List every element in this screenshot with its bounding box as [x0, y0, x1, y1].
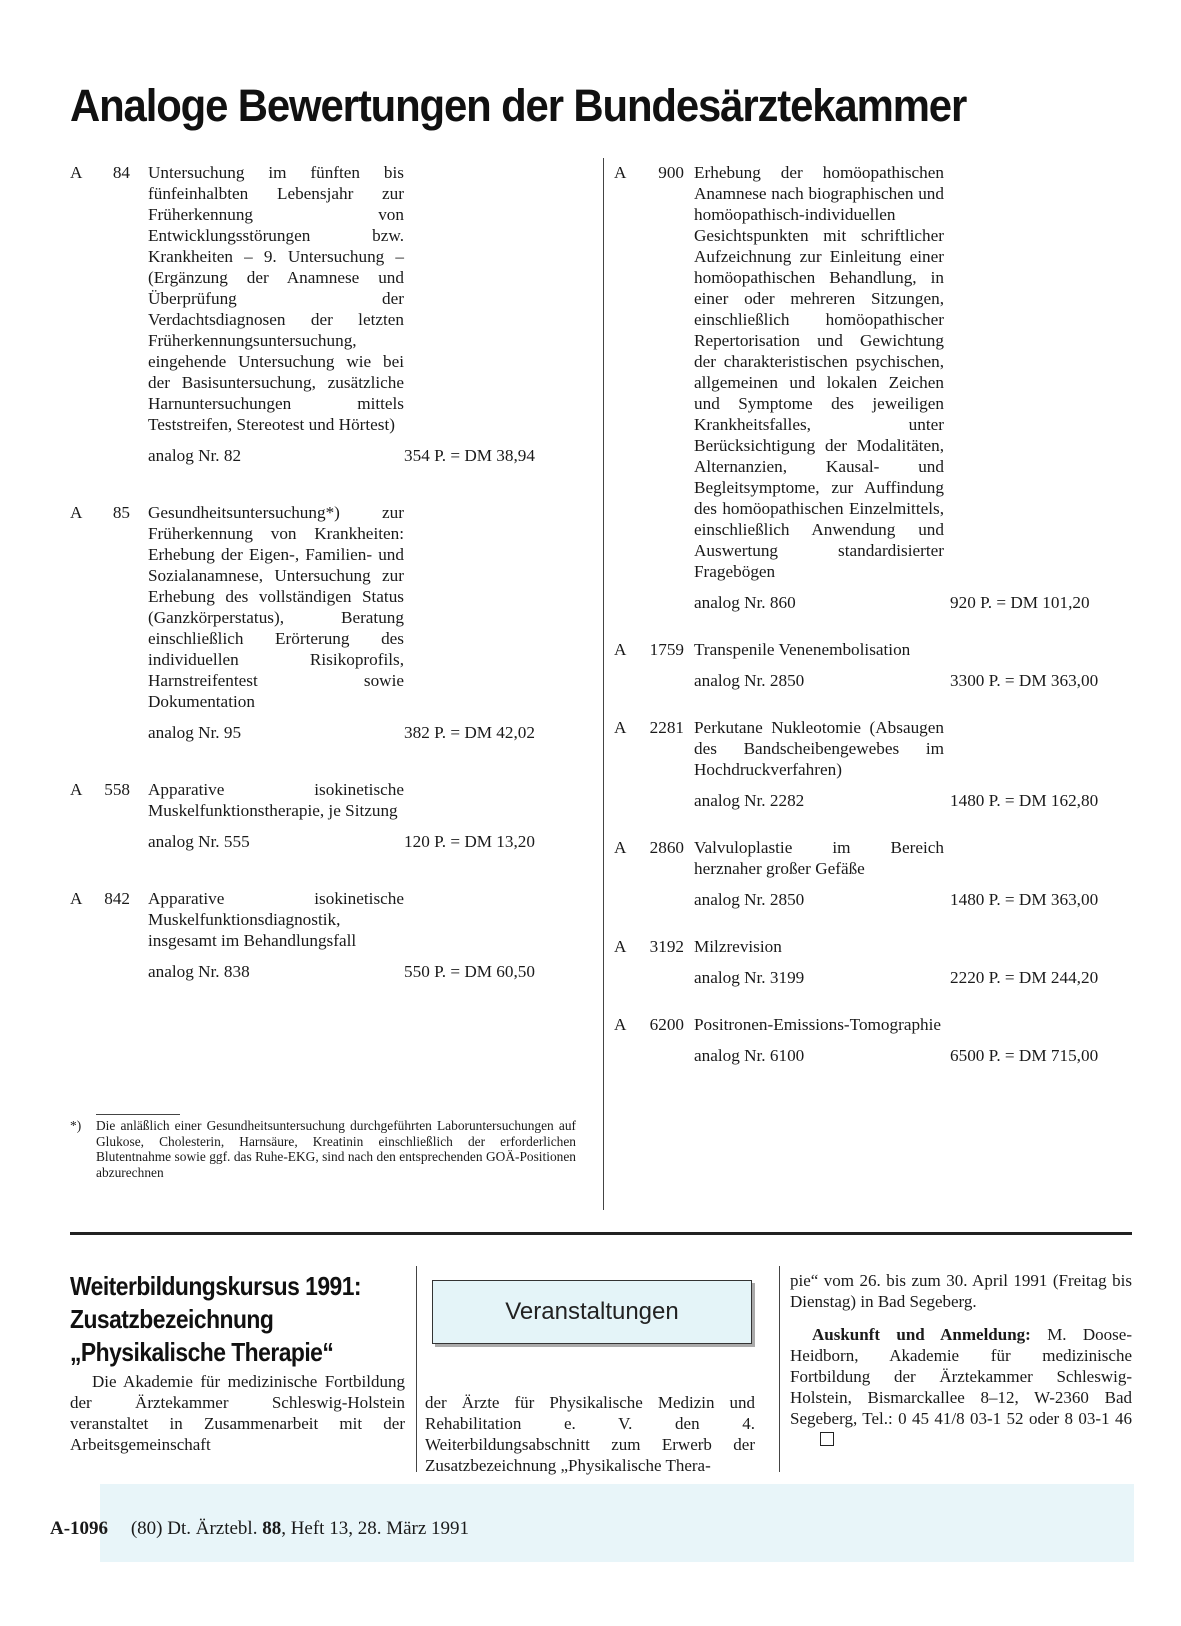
course-text-2: der Ärzte für Physikalische Medizin und Rehabilitation e. V. den 4. Weiterbildungsabschnitt zum Erwerb der Zusatzbezeichnung „Physikalische Thera-	[425, 1393, 755, 1475]
points-value: 1480 P. = DM 363,00	[950, 890, 1099, 909]
entry-number: 6200	[649, 1015, 684, 1034]
entry-description: Apparative isokinetische Muskelfunktionsdiagnostik, insgesamt im Behandlungsfall	[148, 889, 404, 950]
entry-prefix: A	[614, 718, 627, 737]
analog-ref: analog Nr. 2282	[694, 791, 805, 810]
page-title: Analoge Bewertungen der Bundesärztekammer	[70, 80, 967, 131]
analog-ref: analog Nr. 860	[694, 593, 796, 612]
course-column-2	[425, 1392, 755, 1476]
course-title-line: „Physikalische Therapie“	[70, 1337, 334, 1367]
entry-description: Gesundheitsuntersuchung*) zur Früherkennung von Krankheiten: Erhebung der Eigen-, Familien- und Sozialanamnese, Untersuchung zur Erhebung des vollständigen Status (Ganzkörperstatus), Beratung einschließlich Erörterung des individuellen Risikoprofils, Harnstreifentest sowie Dokumentation	[148, 503, 404, 711]
volume-number: 88	[262, 1518, 282, 1539]
page-footer	[50, 1518, 469, 1540]
entry-prefix: A	[70, 889, 83, 908]
entry-prefix: A	[614, 1015, 627, 1034]
left-column	[70, 162, 590, 982]
entry-description: Milzrevision	[694, 937, 782, 956]
course-title	[70, 1270, 404, 1369]
analog-ref: analog Nr. 6100	[694, 1046, 805, 1065]
points-value: 550 P. = DM 60,50	[404, 962, 535, 981]
entry-number: 85	[112, 503, 130, 522]
entry-pricing	[694, 592, 1132, 613]
course-text-1: Die Akademie für medizinische Fortbildung der Ärztekammer Schleswig-Holstein veranstaltet in Zusammenarbeit mit der Arbeitsgemeinschaft	[70, 1372, 405, 1454]
entry-pricing	[694, 1045, 1132, 1066]
entry-pricing	[148, 831, 590, 852]
entry-a1759	[614, 639, 1132, 660]
footnote-rule	[96, 1114, 180, 1115]
entry-description: Transpenile Venenembolisation	[694, 640, 911, 659]
entry-a85	[70, 502, 590, 712]
column-divider	[779, 1266, 780, 1472]
entry-description: Apparative isokinetische Muskelfunktionstherapie, je Sitzung	[148, 780, 404, 820]
analog-ref: analog Nr. 838	[148, 962, 250, 981]
entry-number: 842	[104, 889, 130, 908]
entry-number: 558	[104, 780, 130, 799]
entry-number: 3192	[649, 937, 684, 956]
footnote	[70, 1118, 590, 1180]
analog-ref: analog Nr. 2850	[694, 890, 805, 909]
points-value: 920 P. = DM 101,20	[950, 593, 1090, 612]
entry-number: 2281	[649, 718, 684, 737]
events-label: Veranstaltungen	[505, 1298, 679, 1325]
points-value: 2220 P. = DM 244,20	[950, 968, 1099, 987]
entry-description: Valvuloplastie im Bereich herznaher großer Gefäße	[694, 838, 944, 878]
entry-pricing	[148, 445, 590, 466]
entry-prefix: A	[70, 780, 83, 799]
course-title-line: Weiterbildungskursus 1991:	[70, 1271, 362, 1301]
entry-number: 900	[658, 163, 684, 182]
course-contact	[790, 1324, 1132, 1450]
entry-a6200	[614, 1014, 1132, 1035]
entry-prefix: A	[614, 640, 627, 659]
entry-number: 1759	[649, 640, 684, 659]
entry-description: Perkutane Nukleotomie (Absaugen des Bandscheibengewebes im Hochdruckverfahren)	[694, 718, 944, 779]
footnote-mark: *)	[70, 1118, 82, 1133]
analog-ref: analog Nr. 3199	[694, 968, 805, 987]
entry-pricing	[694, 967, 1132, 988]
entry-a84	[70, 162, 590, 435]
issue-suffix: , Heft 13, 28. März 1991	[281, 1518, 470, 1539]
entry-prefix: A	[614, 163, 627, 182]
footnote-text: Die anläßlich einer Gesundheitsuntersuchung durchgeführten Laboruntersuchungen auf Glukose, Cholesterin, Harnsäure, Kreatinin einschließlich der erforderlichen Blutentnahme sowie ggf. das Ruhe-EKG, sind nach den entsprechenden GOÄ-Positionen abzurechnen	[96, 1118, 576, 1180]
page-code: A-1096	[50, 1518, 109, 1539]
column-divider	[603, 158, 604, 1210]
entry-number: 84	[112, 163, 130, 182]
entry-pricing	[694, 889, 1132, 910]
points-value: 6500 P. = DM 715,00	[950, 1046, 1099, 1065]
entry-a3192	[614, 936, 1132, 957]
entry-pricing	[148, 722, 590, 743]
events-label-box	[432, 1280, 752, 1344]
points-value: 354 P. = DM 38,94	[404, 446, 535, 465]
entry-a558	[70, 779, 590, 821]
entry-pricing	[694, 670, 1132, 691]
analog-ref: analog Nr. 95	[148, 723, 242, 742]
entry-a900	[614, 162, 1132, 582]
column-divider	[416, 1266, 417, 1472]
points-value: 1480 P. = DM 162,80	[950, 791, 1099, 810]
entry-pricing	[694, 790, 1132, 811]
course-column-3	[790, 1270, 1132, 1450]
analog-ref: analog Nr. 555	[148, 832, 250, 851]
right-column	[614, 162, 1132, 1066]
section-divider	[70, 1232, 1132, 1235]
course-column-1	[70, 1270, 405, 1455]
course-title-line: Zusatzbezeichnung	[70, 1304, 274, 1334]
entry-description: Erhebung der homöopathischen Anamnese nach biographischen und homöopathisch-individuellen Gesichtspunkten mit schriftlicher Aufzeichnung zur Einleitung einer homöopathischen Behandlung, in einer oder mehreren Sitzungen, einschließlich homöopathischer Repertorisation und Gewichtung der charakteristischen psychischen, allgemeinen und lokalen Zeichen und Symptome des jeweiligen Krankheitsfalles, unter Berücksichtigung der Modalitäten, Alternanzien, Kausal- und Begleitsymptome, zur Auffindung des homöopathischen Einzelmittels, einschließlich Anwendung und Auswertung standardisierter Fragebögen	[694, 163, 944, 581]
points-value: 3300 P. = DM 363,00	[950, 671, 1099, 690]
points-value: 120 P. = DM 13,20	[404, 832, 535, 851]
entry-a842	[70, 888, 590, 951]
entry-prefix: A	[614, 937, 627, 956]
analog-ref: analog Nr. 2850	[694, 671, 805, 690]
course-text-3: pie“ vom 26. bis zum 30. April 1991 (Freitag bis Dienstag) in Bad Segeberg.	[790, 1271, 1132, 1311]
entry-number: 2860	[649, 838, 684, 857]
entry-description: Untersuchung im fünften bis fünfeinhalbten Lebensjahr zur Früherkennung von Entwicklungsstörungen bzw. Krankheiten – 9. Untersuchung – (Ergänzung der Anamnese und Überprüfung der Verdachtsdiagnosen der letzten Früherkennungsuntersuchung, eingehende Untersuchung wie bei der Basisuntersuchung, zusätzliche Harnuntersuchungen mittels Teststreifen, Stereotest und Hörtest)	[148, 163, 404, 434]
entry-a2281	[614, 717, 1132, 780]
entry-prefix: A	[70, 503, 83, 522]
entry-prefix: A	[70, 163, 83, 182]
analog-ref: analog Nr. 82	[148, 446, 242, 465]
points-value: 382 P. = DM 42,02	[404, 723, 535, 742]
end-square-icon	[820, 1432, 834, 1446]
contact-text: M. Doose-Heidborn, Akademie für medizinische Fortbildung der Ärztekammer Schleswig-Holstein, Bismarckallee 8–12, W-2360 Bad Segeberg, Tel.: 0 45 41/8 03-1 52 oder 8 03-1 46	[790, 1325, 1132, 1428]
contact-label: Auskunft und Anmeldung:	[812, 1325, 1031, 1344]
entry-description: Positronen-Emissions-Tomographie	[694, 1015, 942, 1034]
entry-pricing	[148, 961, 590, 982]
entry-prefix: A	[614, 838, 627, 857]
entry-a2860	[614, 837, 1132, 879]
issue-prefix: (80) Dt. Ärztebl.	[130, 1518, 258, 1539]
